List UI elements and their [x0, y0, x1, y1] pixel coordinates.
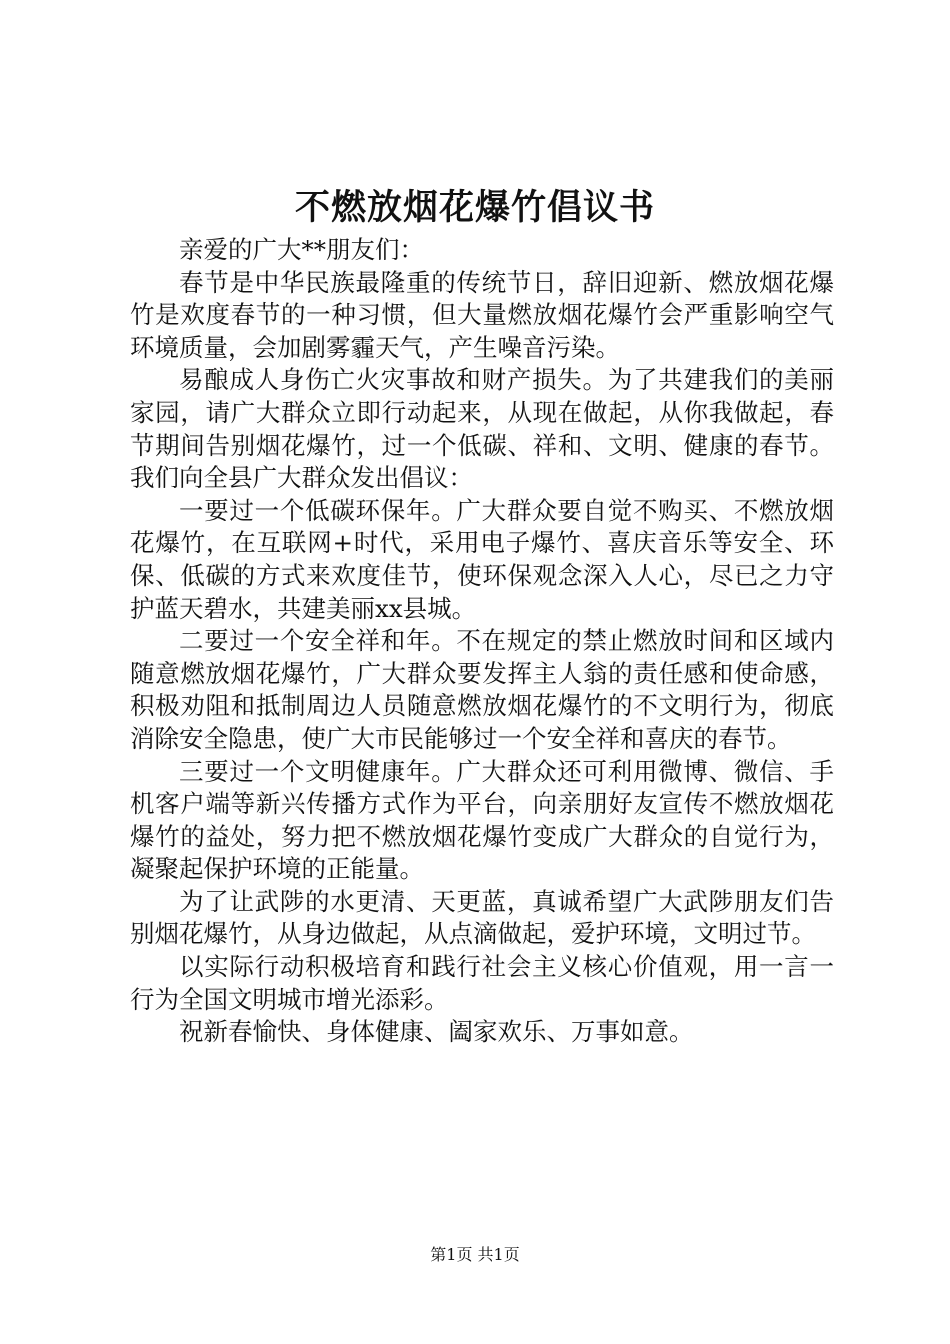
- paragraph-1: 春节是中华民族最隆重的传统节日，辞旧迎新、燃放烟花爆竹是欢度春节的一种习惯，但大量燃放烟花爆竹会严重影响空气环境质量，会加剧雾霾天气，产生噪音污染。: [130, 267, 834, 362]
- paragraph-5: 三要过一个文明健康年。广大群众还可利用微博、微信、手机客户端等新兴传播方式作为平台，向亲朋好友宣传不燃放烟花爆竹的益处，努力把不燃放烟花爆竹变成广大群众的自觉行为，凝聚起保护环境的正能量。: [130, 756, 834, 884]
- document-title: 不燃放烟花爆竹倡议书: [294, 187, 655, 228]
- paragraph-6: 为了让武陟的水更清、天更蓝，真诚希望广大武陟朋友们告别烟花爆竹，从身边做起，从点滴做起，爱护环境，文明过节。: [130, 886, 834, 949]
- paragraph-3: 一要过一个低碳环保年。广大群众要自觉不购买、不燃放烟花爆竹，在互联网+时代，采用电子爆竹、喜庆音乐等安全、环保、低碳的方式来欢度佳节，使环保观念深入人心，尽已之力守护蓝天碧水，共建美丽xx县城。: [130, 495, 834, 623]
- closing-line: 祝新春愉快、身体健康、阖家欢乐、万事如意。: [179, 1017, 694, 1047]
- page-footer: 第1页 共1页: [430, 1245, 520, 1264]
- paragraph-7: 以实际行动积极培育和践行社会主义核心价值观，用一言一行为全国文明城市增光添彩。: [130, 952, 834, 1014]
- paragraph-4: 二要过一个安全祥和年。不在规定的禁止燃放时间和区域内随意燃放烟花爆竹，广大群众要发挥主人翁的责任感和使命感，积极劝阻和抵制周边人员随意燃放烟花爆竹的不文明行为，彻底消除安全隐患，使广大市民能够过一个安全祥和喜庆的春节。: [130, 626, 834, 753]
- paragraph-2: 易酿成人身伤亡火灾事故和财产损失。为了共建我们的美丽家园，请广大群众立即行动起来，从现在做起，从你我做起，春节期间告别烟花爆竹，过一个低碳、祥和、文明、健康的春节。我们向全县广大群众发出倡议：: [130, 365, 834, 493]
- salutation: 亲爱的广大**朋友们：: [179, 235, 424, 264]
- document-body: [130, 234, 834, 1049]
